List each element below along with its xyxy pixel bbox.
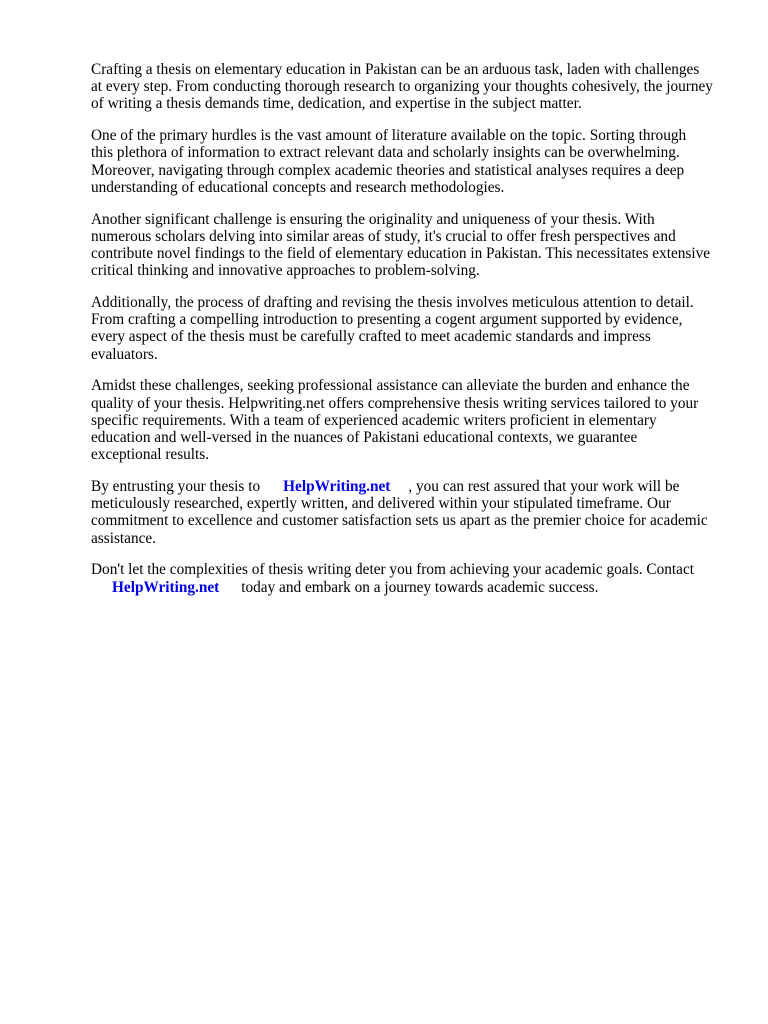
text-line: evaluators. [91,345,158,363]
paragraph-literature [91,127,731,196]
text-line: One of the primary hurdles is the vast amount of literature available on the topic. Sorting through [91,127,687,145]
text-line-with-link [91,579,731,596]
text-line: commitment to excellence and customer satisfaction sets us apart as the premier choice for academic [91,512,708,530]
entrust-text-after: , you can rest assured that your work will be [408,478,680,496]
text-line: quality of your thesis. Helpwriting.net offers comprehensive thesis writing services tailored to your [91,394,699,412]
paragraph-entrust [91,478,731,547]
text-line: Moreover, navigating through complex academic theories and statistical analyses requires a deep [91,161,685,179]
text-line: of writing a thesis demands time, dedication, and expertise in the subject matter. [91,95,582,113]
text-line: education and well-versed in the nuances of Pakistani educational contexts, we guarantee [91,429,638,447]
text-line: Amidst these challenges, seeking professional assistance can alleviate the burden and enhance the [91,377,690,395]
text-line: understanding of educational concepts and research methodologies. [91,178,505,196]
text-line: From crafting a compelling introduction to presenting a cogent argument supported by evidence, [91,311,683,329]
text-line: Additionally, the process of drafting and revising the thesis involves meticulous attention to detail. [91,294,694,312]
text-line-with-link [91,478,731,495]
paragraph-intro [91,61,731,113]
paragraph-drafting [91,294,731,363]
paragraph-assistance [91,377,731,463]
text-line: Another significant challenge is ensuring the originality and uniqueness of your thesis. With [91,210,655,228]
text-line: this plethora of information to extract relevant data and scholarly insights can be overwhelming. [91,144,680,162]
text-line: Don't let the complexities of thesis writing deter you from achieving your academic goals. Contact [91,561,694,579]
text-line: exceptional results. [91,446,210,464]
paragraph-originality [91,211,731,280]
text-line: meticulously researched, expertly written, and delivered within your stipulated timeframe. Our [91,495,671,513]
paragraph-closing [91,561,731,595]
closing-text-after: today and embark on a journey towards academic success. [241,578,599,596]
text-line: numerous scholars delving into similar areas of study, it's crucial to offer fresh perspectives and [91,227,676,245]
text-line: at every step. From conducting thorough research to organizing your thoughts cohesively, the journey [91,78,713,96]
text-line: specific requirements. With a team of experienced academic writers proficient in elementary [91,411,657,429]
text-line: contribute novel findings to the field of elementary education in Pakistan. This necessitates extensive [91,245,711,263]
text-line: critical thinking and innovative approaches to problem-solving. [91,262,480,280]
helpwriting-link[interactable]: HelpWriting.net [283,478,391,496]
text-line: every aspect of the thesis must be carefully crafted to meet academic standards and impress [91,328,651,346]
text-line: assistance. [91,529,156,547]
helpwriting-contact-link[interactable]: HelpWriting.net [112,578,220,596]
text-line: Crafting a thesis on elementary education in Pakistan can be an arduous task, laden with challenges [91,61,700,78]
entrust-text-before: By entrusting your thesis to [91,478,261,496]
document-body [91,61,731,610]
